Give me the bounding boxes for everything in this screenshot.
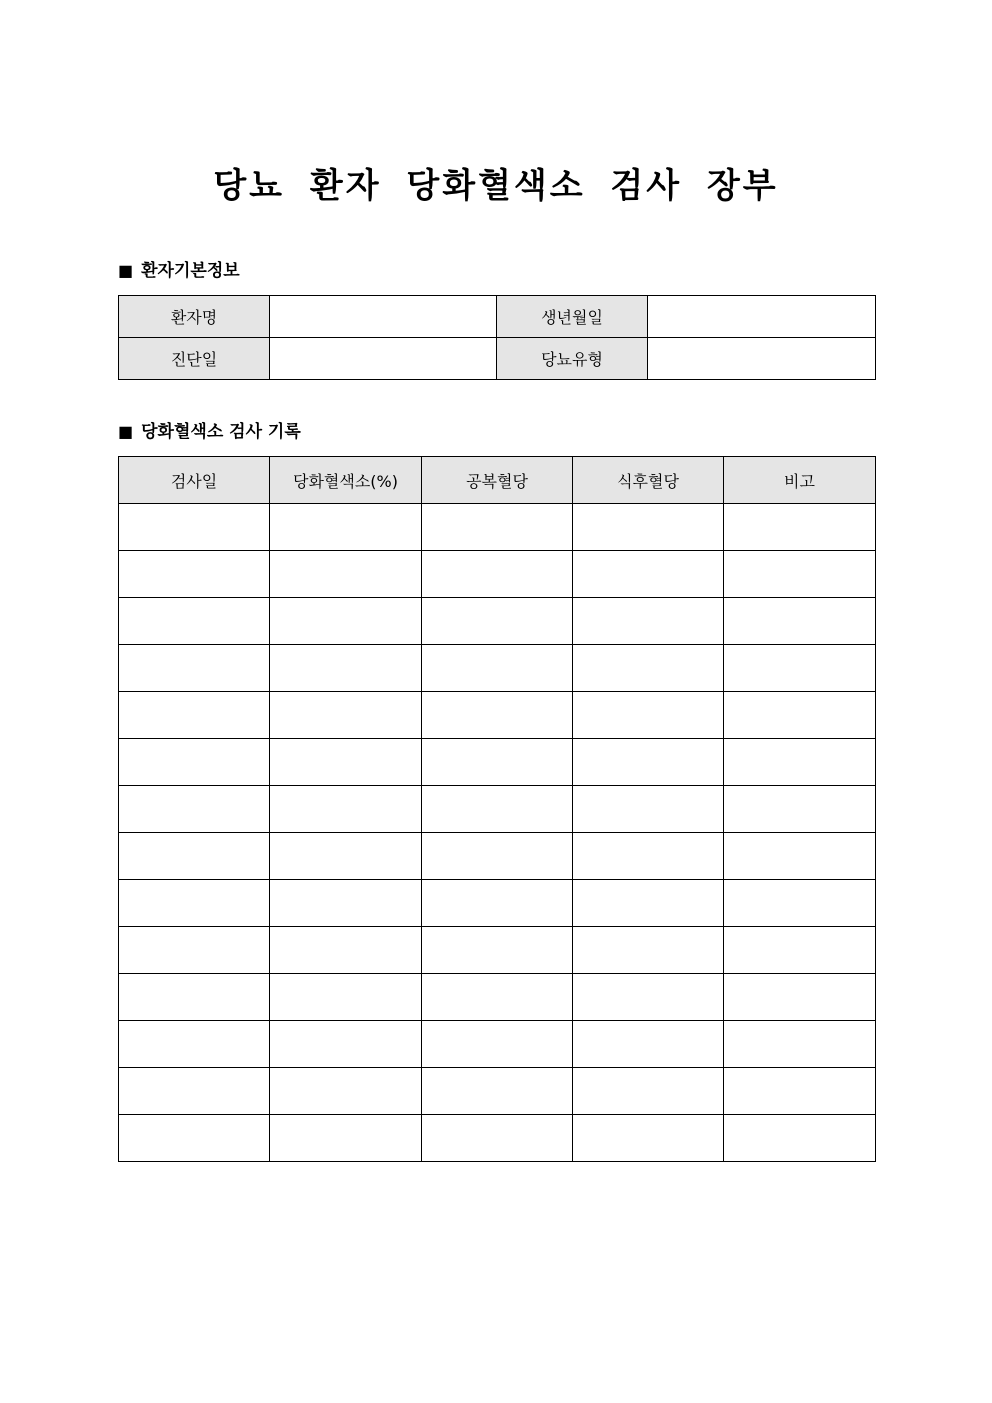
remarks-cell[interactable] (724, 504, 876, 551)
table-row (119, 739, 876, 786)
postprandial-glucose-cell[interactable] (573, 974, 724, 1021)
section-heading-patient-info (118, 259, 240, 283)
table-row (119, 551, 876, 598)
hba1c-records-table (118, 456, 876, 1162)
fasting-glucose-cell[interactable] (422, 1021, 573, 1068)
hba1c-cell[interactable] (270, 1115, 422, 1162)
postprandial-glucose-cell[interactable] (573, 1068, 724, 1115)
test-date-cell[interactable] (119, 504, 270, 551)
column-header-hba1c: 당화혈색소(%) (270, 457, 422, 504)
column-header-fasting-glucose: 공복혈당 (422, 457, 573, 504)
table-row (119, 692, 876, 739)
table-row (119, 296, 876, 338)
birthdate-label: 생년월일 (497, 296, 648, 338)
hba1c-cell[interactable] (270, 504, 422, 551)
fasting-glucose-cell[interactable] (422, 927, 573, 974)
postprandial-glucose-cell[interactable] (573, 598, 724, 645)
hba1c-cell[interactable] (270, 880, 422, 927)
patient-name-field[interactable] (270, 296, 497, 338)
test-date-cell[interactable] (119, 645, 270, 692)
test-date-cell[interactable] (119, 927, 270, 974)
remarks-cell[interactable] (724, 786, 876, 833)
remarks-cell[interactable] (724, 739, 876, 786)
test-date-cell[interactable] (119, 598, 270, 645)
fasting-glucose-cell[interactable] (422, 833, 573, 880)
diabetes-type-field[interactable] (648, 338, 876, 380)
section-heading-label: 당화혈색소 검사 기록 (141, 422, 301, 442)
remarks-cell[interactable] (724, 645, 876, 692)
column-header-remarks: 비고 (724, 457, 876, 504)
remarks-cell[interactable] (724, 833, 876, 880)
hba1c-cell[interactable] (270, 833, 422, 880)
remarks-cell[interactable] (724, 880, 876, 927)
table-row (119, 598, 876, 645)
hba1c-cell[interactable] (270, 645, 422, 692)
fasting-glucose-cell[interactable] (422, 1068, 573, 1115)
fasting-glucose-cell[interactable] (422, 598, 573, 645)
square-bullet-icon: ■ (118, 422, 134, 441)
remarks-cell[interactable] (724, 1068, 876, 1115)
table-row (119, 504, 876, 551)
fasting-glucose-cell[interactable] (422, 880, 573, 927)
postprandial-glucose-cell[interactable] (573, 739, 724, 786)
hba1c-cell[interactable] (270, 974, 422, 1021)
records-body (119, 504, 876, 1162)
test-date-cell[interactable] (119, 1021, 270, 1068)
hba1c-cell[interactable] (270, 692, 422, 739)
fasting-glucose-cell[interactable] (422, 551, 573, 598)
table-header-row (119, 457, 876, 504)
test-date-cell[interactable] (119, 1115, 270, 1162)
test-date-cell[interactable] (119, 786, 270, 833)
test-date-cell[interactable] (119, 551, 270, 598)
table-row (119, 1068, 876, 1115)
table-row (119, 338, 876, 380)
remarks-cell[interactable] (724, 598, 876, 645)
hba1c-cell[interactable] (270, 1068, 422, 1115)
table-row (119, 786, 876, 833)
postprandial-glucose-cell[interactable] (573, 786, 724, 833)
postprandial-glucose-cell[interactable] (573, 927, 724, 974)
hba1c-cell[interactable] (270, 739, 422, 786)
test-date-cell[interactable] (119, 692, 270, 739)
table-row (119, 880, 876, 927)
fasting-glucose-cell[interactable] (422, 645, 573, 692)
table-row (119, 1115, 876, 1162)
table-row (119, 833, 876, 880)
postprandial-glucose-cell[interactable] (573, 551, 724, 598)
fasting-glucose-cell[interactable] (422, 1115, 573, 1162)
hba1c-cell[interactable] (270, 927, 422, 974)
table-row (119, 974, 876, 1021)
hba1c-cell[interactable] (270, 598, 422, 645)
patient-info-table (118, 295, 876, 380)
hba1c-cell[interactable] (270, 1021, 422, 1068)
document-title: 당뇨 환자 당화혈색소 검사 장부 (213, 166, 779, 206)
fasting-glucose-cell[interactable] (422, 504, 573, 551)
column-header-test-date: 검사일 (119, 457, 270, 504)
postprandial-glucose-cell[interactable] (573, 833, 724, 880)
fasting-glucose-cell[interactable] (422, 974, 573, 1021)
postprandial-glucose-cell[interactable] (573, 1021, 724, 1068)
column-header-postprandial-glucose: 식후혈당 (573, 457, 724, 504)
fasting-glucose-cell[interactable] (422, 786, 573, 833)
fasting-glucose-cell[interactable] (422, 739, 573, 786)
diagnosis-date-label: 진단일 (119, 338, 270, 380)
remarks-cell[interactable] (724, 692, 876, 739)
remarks-cell[interactable] (724, 1021, 876, 1068)
postprandial-glucose-cell[interactable] (573, 1115, 724, 1162)
birthdate-field[interactable] (648, 296, 876, 338)
test-date-cell[interactable] (119, 974, 270, 1021)
section-heading-records (118, 420, 301, 444)
section-heading-label: 환자기본정보 (141, 261, 240, 281)
test-date-cell[interactable] (119, 739, 270, 786)
fasting-glucose-cell[interactable] (422, 692, 573, 739)
patient-name-label: 환자명 (119, 296, 270, 338)
remarks-cell[interactable] (724, 1115, 876, 1162)
postprandial-glucose-cell[interactable] (573, 504, 724, 551)
postprandial-glucose-cell[interactable] (573, 645, 724, 692)
hba1c-cell[interactable] (270, 786, 422, 833)
table-row (119, 645, 876, 692)
test-date-cell[interactable] (119, 1068, 270, 1115)
table-row (119, 1021, 876, 1068)
remarks-cell[interactable] (724, 974, 876, 1021)
diagnosis-date-field[interactable] (270, 338, 497, 380)
diabetes-type-label: 당뇨유형 (497, 338, 648, 380)
remarks-cell[interactable] (724, 551, 876, 598)
table-row (119, 927, 876, 974)
square-bullet-icon: ■ (118, 261, 134, 280)
postprandial-glucose-cell[interactable] (573, 692, 724, 739)
test-date-cell[interactable] (119, 833, 270, 880)
postprandial-glucose-cell[interactable] (573, 880, 724, 927)
test-date-cell[interactable] (119, 880, 270, 927)
remarks-cell[interactable] (724, 927, 876, 974)
hba1c-cell[interactable] (270, 551, 422, 598)
